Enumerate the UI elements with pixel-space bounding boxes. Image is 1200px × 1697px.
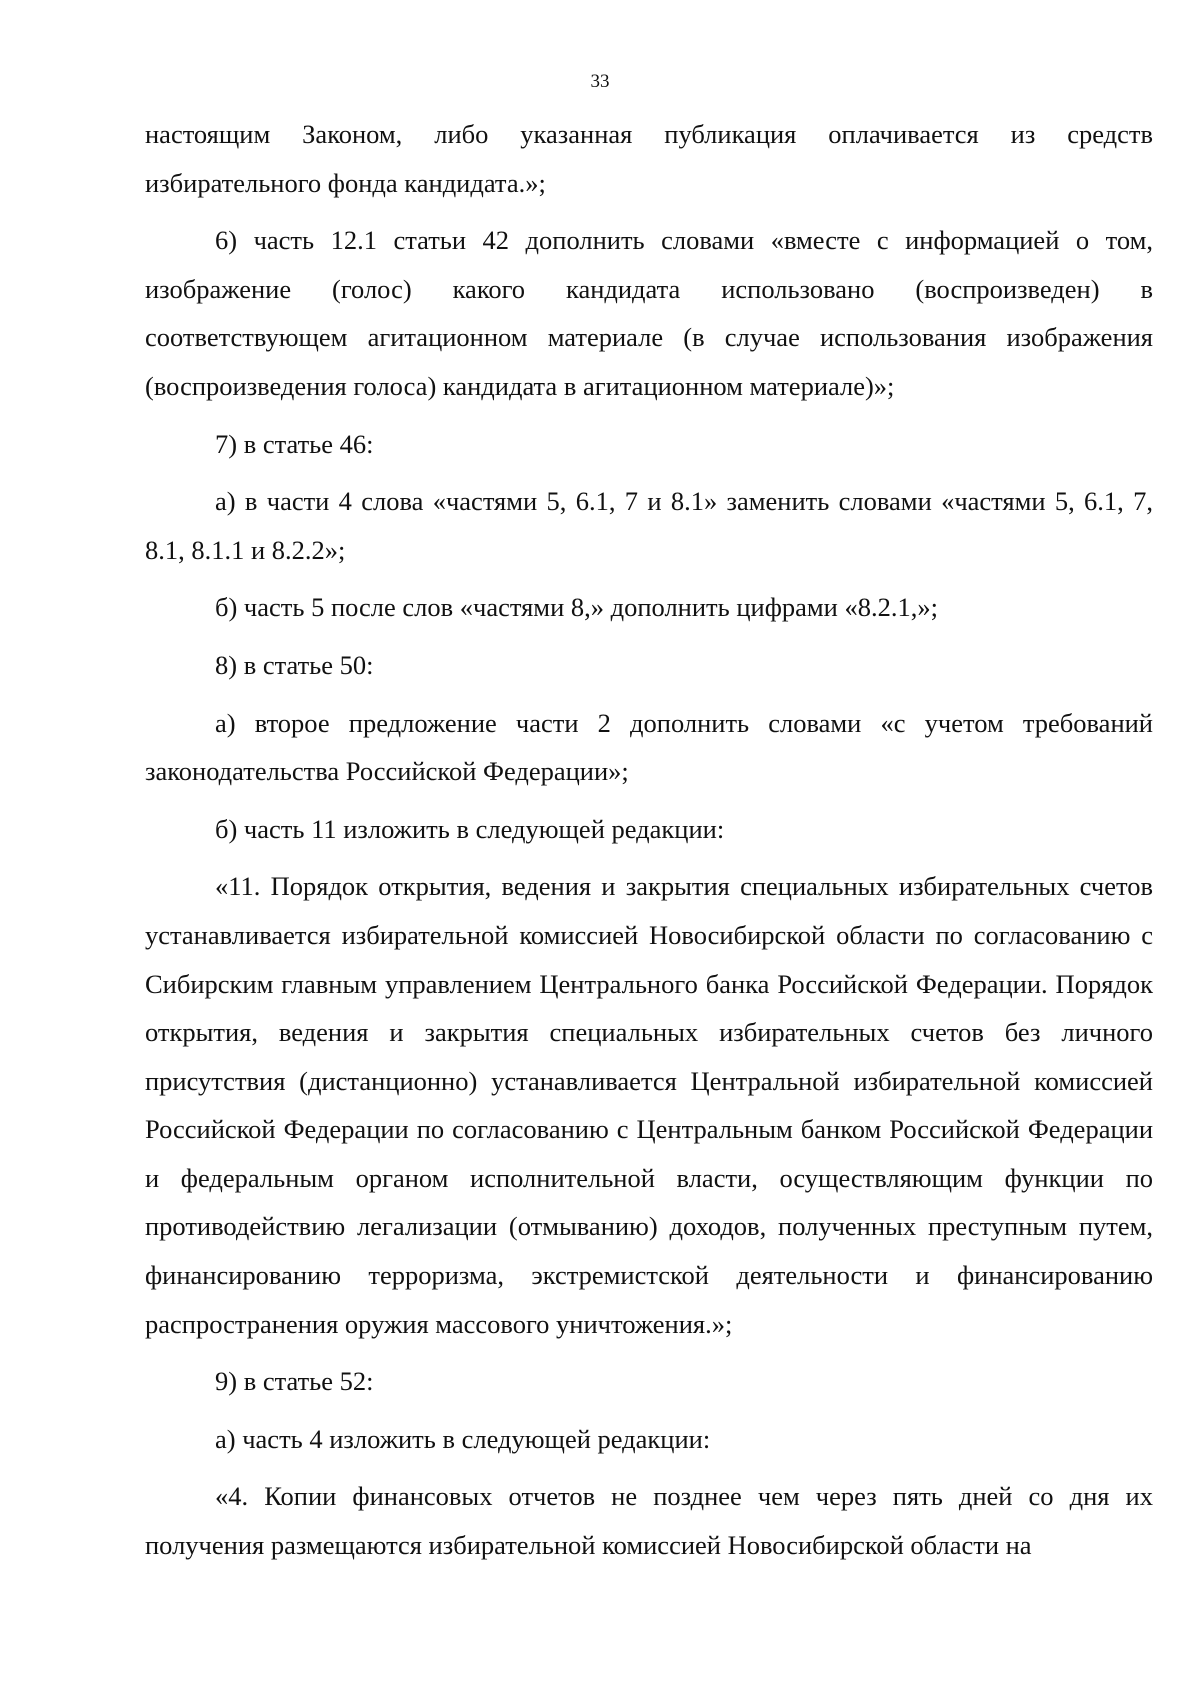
paragraph-item-7a: а) в части 4 слова «частями 5, 6.1, 7 и 8.1» заменить словами «частями 5, 6.1, 7, 8.1, 8.1.1 и 8.2.2»; <box>145 486 1153 565</box>
paragraph-item-9: 9) в статье 52: <box>215 1366 374 1397</box>
paragraph-item-7: 7) в статье 46: <box>215 428 374 459</box>
paragraph-item-8b: б) часть 11 изложить в следующей редакции: <box>215 813 725 844</box>
page-number: 33 <box>590 71 610 92</box>
paragraph-item-9a: а) часть 4 изложить в следующей редакции: <box>215 1423 711 1454</box>
paragraph-item-8a: а) второе предложение части 2 дополнить словами «с учетом требований законодательства Российской Федерации»; <box>145 707 1153 787</box>
document-body <box>145 110 1153 1579</box>
paragraph-item-6: 6) часть 12.1 статьи 42 дополнить словами «вместе с информацией о том, изображение (голос) какого кандидата использовано (воспроизведен) в соответствующем агитационном материале (в случае использования изображения (воспроизведения голоса) кандидата в агитационном материале)»; <box>145 225 1153 401</box>
paragraph-quote-11: «11. Порядок открытия, ведения и закрытия специальных избирательных счетов устанавливается избирательной комиссией Новосибирской области по согласованию с Сибирским главным управлением Центрального банка Российской Федерации. Порядок открытия, ведения и закрытия специальных избирательных счетов без личного присутствия (дистанционно) устанавливается Центральной избирательной комиссией Российской Федерации по согласованию с Центральным банком Российской Федерации и федеральным органом исполнительной власти, осуществляющим функции по противодействию легализации (отмыванию) доходов, полученных преступным путем, финансированию терроризма, экстремистской деятельности и финансированию распространения оружия массового уничтожения.»; <box>145 871 1153 1339</box>
paragraph-continuation: настоящим Законом, либо указанная публикация оплачивается из средств избирательного фонда кандидата.»; <box>145 119 1153 198</box>
paragraph-item-8: 8) в статье 50: <box>215 649 374 680</box>
paragraph-item-7b: б) часть 5 после слов «частями 8,» дополнить цифрами «8.2.1,»; <box>215 592 938 623</box>
paragraph-quote-4: «4. Копии финансовых отчетов не позднее чем через пять дней со дня их получения размещаются избирательной комиссией Новосибирской области на <box>145 1481 1153 1561</box>
